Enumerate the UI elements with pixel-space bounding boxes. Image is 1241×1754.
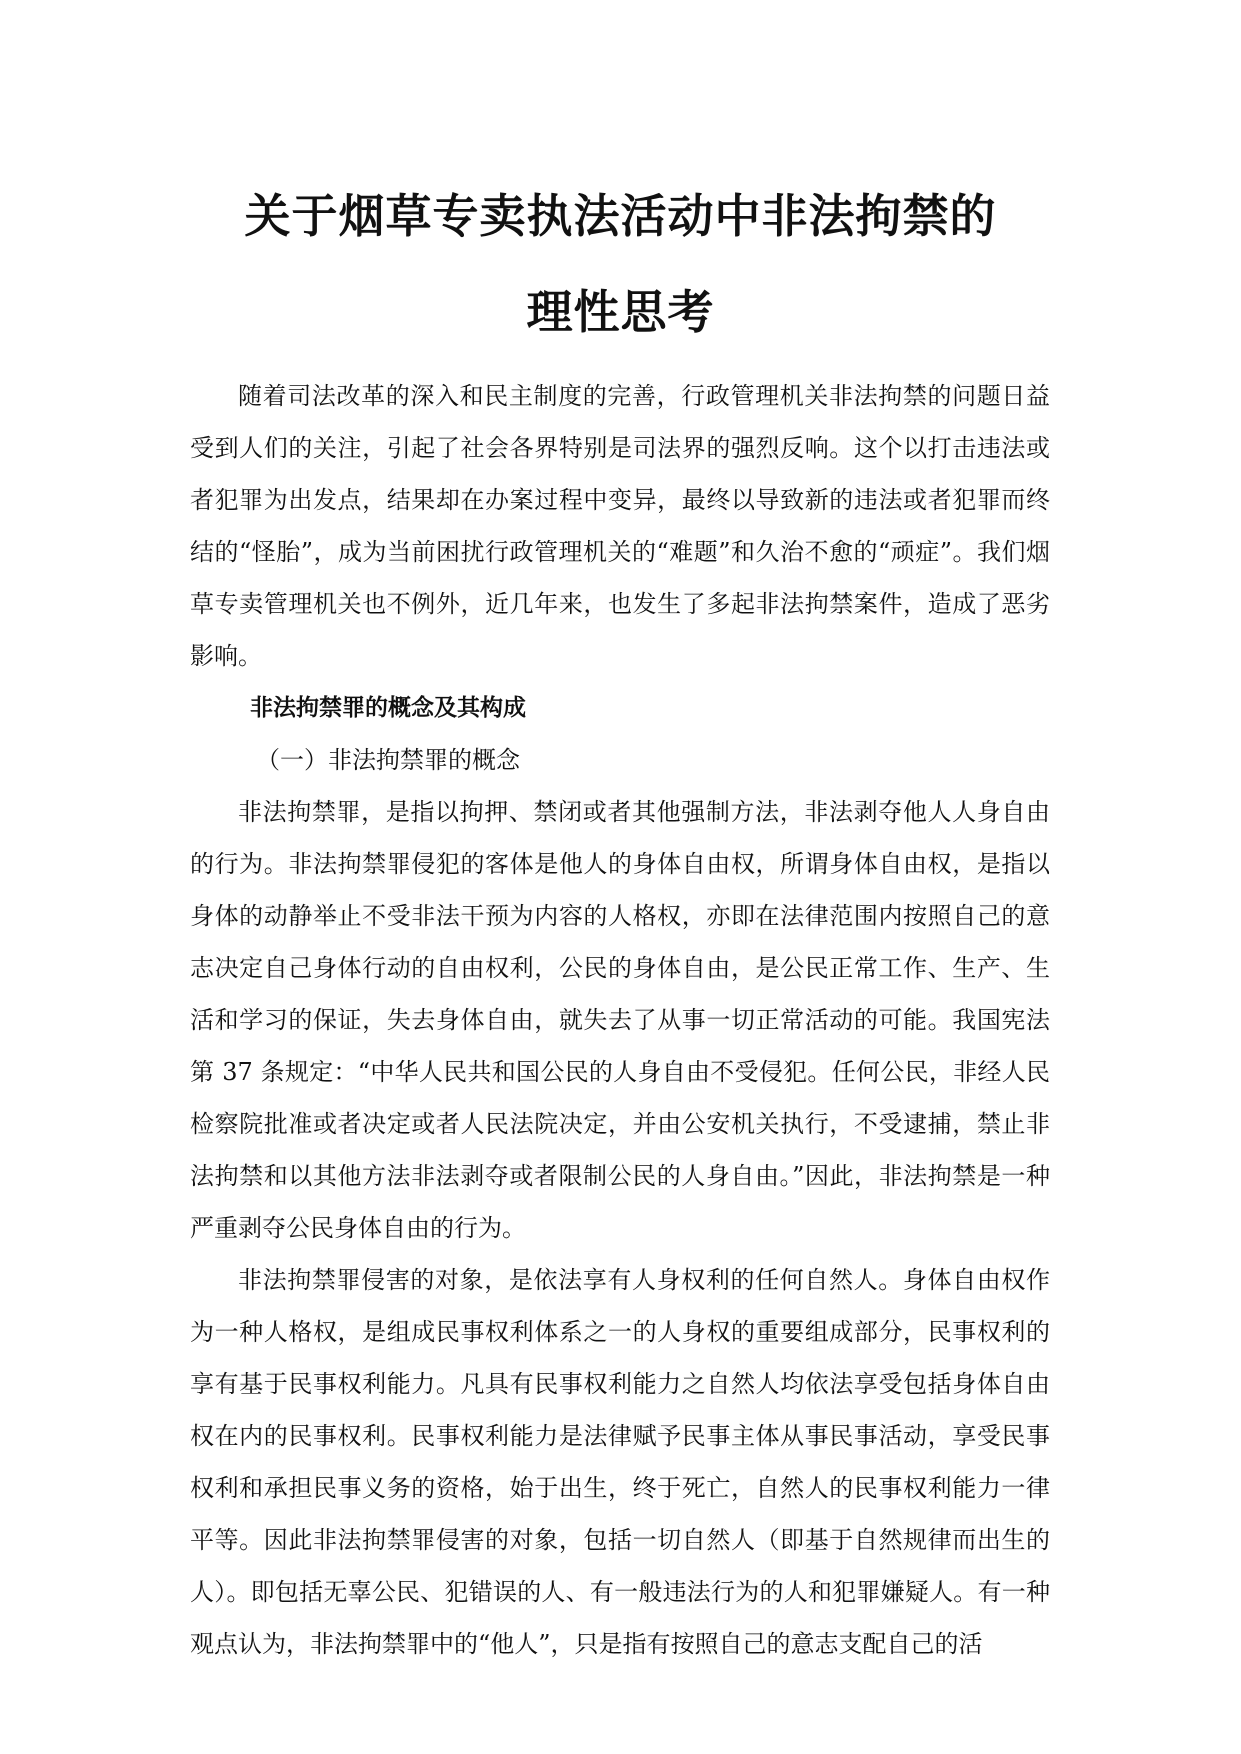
document-title-line-1: 关于烟草专卖执法活动中非法拘禁的	[244, 189, 997, 243]
subsection-heading: （一）非法拘禁罪的概念	[256, 746, 520, 774]
body-paragraph-1: 非法拘禁罪，是指以拘押、禁闭或者其他强制方法，非法剥夺他人人身自由的行为。非法拘禁罪侵犯的客体是他人的身体自由权，所谓身体自由权，是指以身体的动静举止不受非法干预为内容的人格权，亦即在法律范围内按照自己的意志决定自己身体行动的自由权利，公民的身体自由，是公民正常工作、生产、生活和学习的保证，失去身体自由，就失去了从事一切正常活动的可能。我国宪法第 37 条规定：“中华人民共和国公民的人身自由不受侵犯。任何公民，非经人民检察院批准或者决定或者人民法院决定，并由公安机关执行，不受逮捕，禁止非法拘禁和以其他方法非法剥夺或者限制公民的人身自由。”因此，非法拘禁是一种严重剥夺公民身体自由的行为。	[190, 798, 1050, 1242]
section-heading: 非法拘禁罪的概念及其构成	[250, 695, 526, 721]
document-title-line-2: 理性思考	[526, 285, 715, 339]
document-body	[190, 370, 1050, 1670]
body-paragraph-2: 非法拘禁罪侵害的对象，是依法享有人身权利的任何自然人。身体自由权作为一种人格权，是组成民事权利体系之一的人身权的重要组成部分，民事权利的享有基于民事权利能力。凡具有民事权利能力之自然人均依法享受包括身体自由权在内的民事权利。民事权利能力是法律赋予民事主体从事民事活动，享受民事权利和承担民事义务的资格，始于出生，终于死亡，自然人的民事权利能力一律平等。因此非法拘禁罪侵害的对象，包括一切自然人（即基于自然规律而出生的人）。即包括无辜公民、犯错误的人、有一般违法行为的人和犯罪嫌疑人。有一种观点认为，非法拘禁罪中的“他人”，只是指有按照自己的意志支配自己的活	[190, 1266, 1050, 1658]
intro-paragraph: 随着司法改革的深入和民主制度的完善，行政管理机关非法拘禁的问题日益受到人们的关注，引起了社会各界特别是司法界的强烈反响。这个以打击违法或者犯罪为出发点，结果却在办案过程中变异，最终以导致新的违法或者犯罪而终结的“怪胎”，成为当前困扰行政管理机关的“难题”和久治不愈的“顽症”。我们烟草专卖管理机关也不例外，近几年来，也发生了多起非法拘禁案件，造成了恶劣影响。	[190, 382, 1050, 670]
